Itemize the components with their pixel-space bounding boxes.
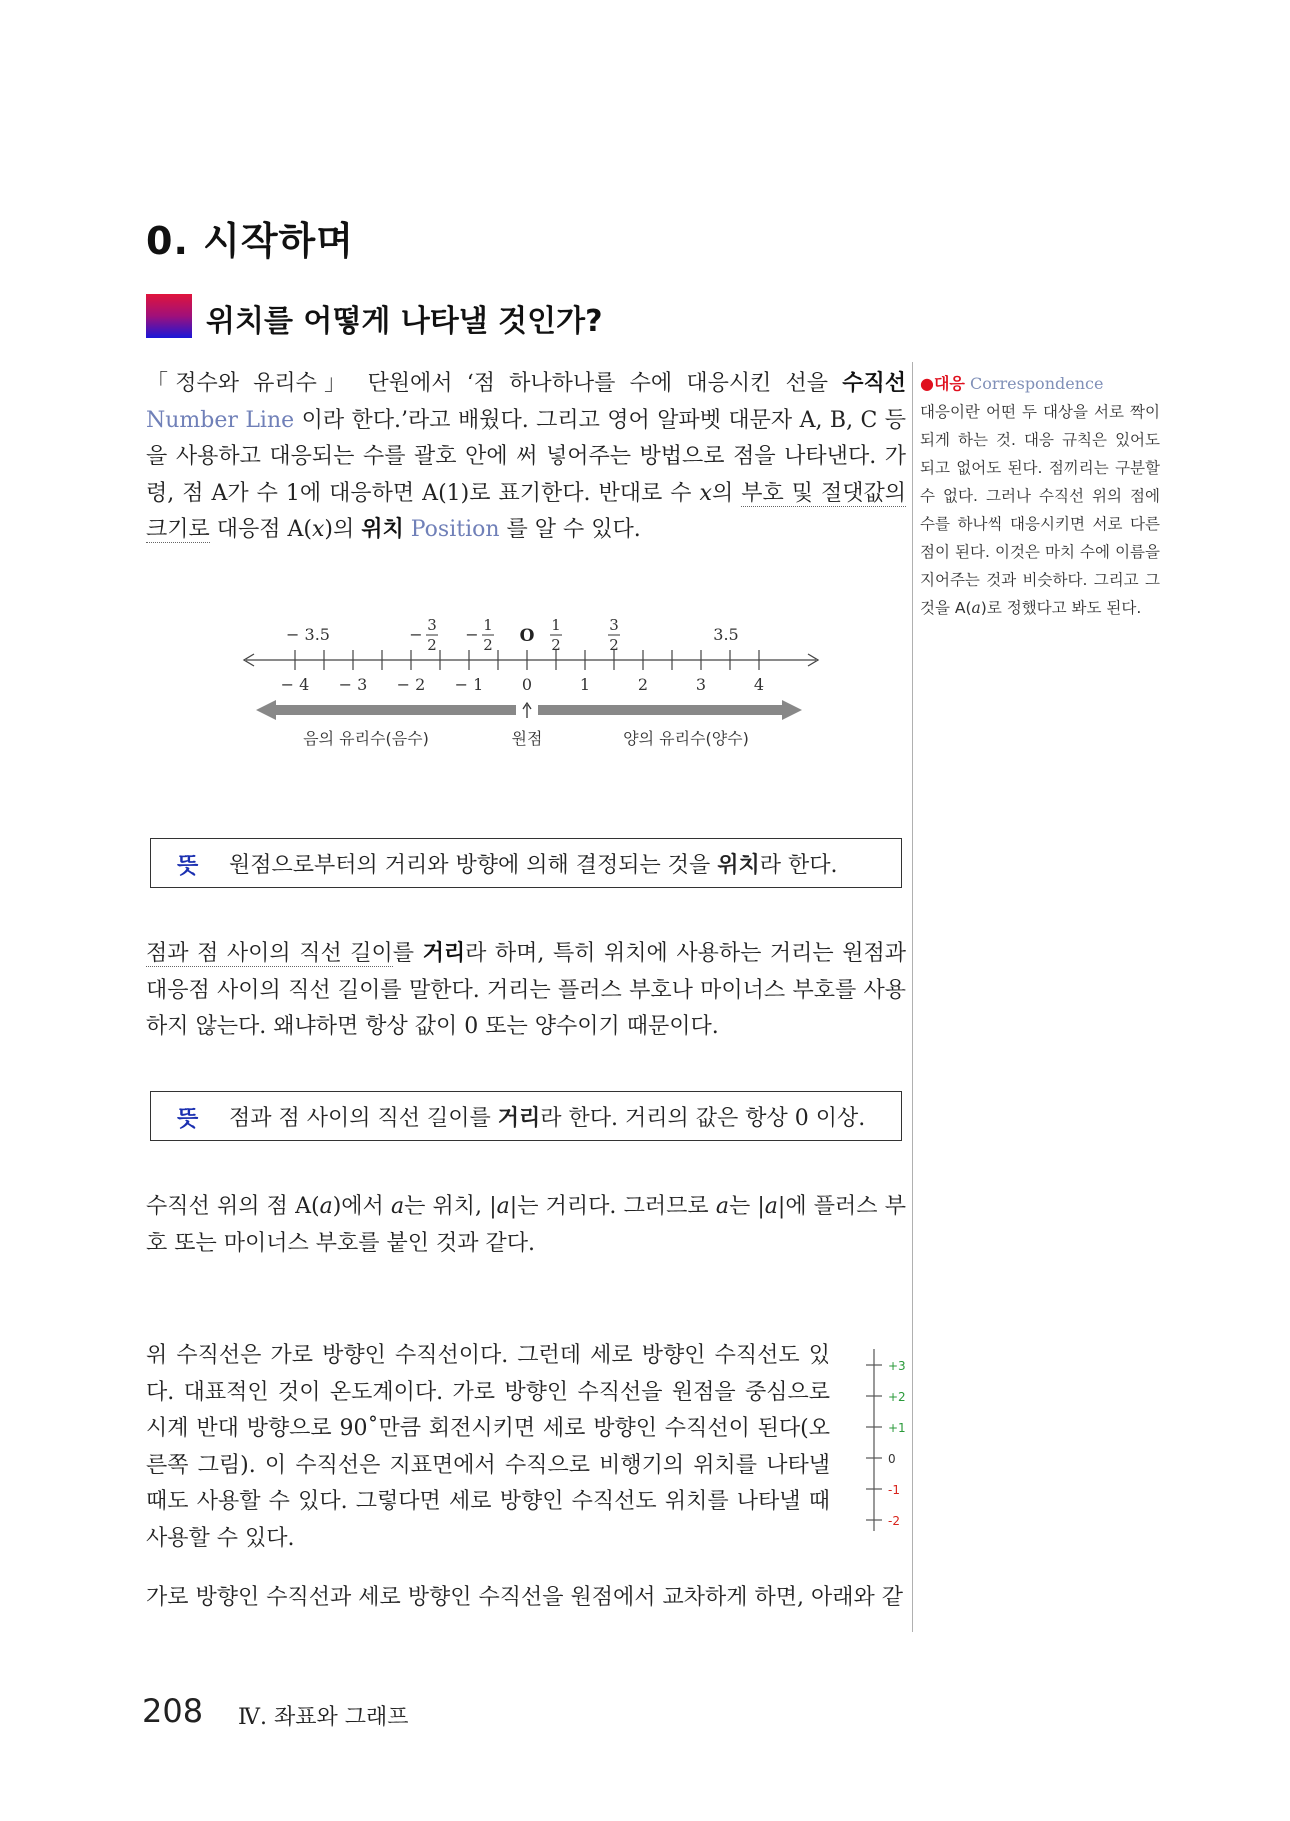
vertical-tick-label: +3 xyxy=(888,1359,906,1373)
vertical-tick-label: -2 xyxy=(888,1514,900,1528)
section-heading xyxy=(146,294,906,340)
abs-text-6: |에 플러스 부호 또는 마이너스 부호를 붙인 것과 같다. xyxy=(146,1194,906,1256)
tick-label: 4 xyxy=(753,675,765,694)
vertical-tick-label: 0 xyxy=(888,1452,896,1466)
negative-arrow xyxy=(256,700,516,720)
var-a: a xyxy=(496,1194,510,1219)
definition-keyword: 거리 xyxy=(497,1106,541,1131)
side-note-body xyxy=(920,398,1160,622)
number-line-figure xyxy=(236,592,836,752)
intro-text-1: 「정수와 유리수」 단원에서 ‘점 하나하나를 수에 대응시킨 선을 xyxy=(146,371,843,396)
fraction-num: 3 xyxy=(609,616,619,634)
fraction-sign: − xyxy=(465,625,479,644)
chapter-label: Ⅳ. 좌표와 그래프 xyxy=(238,1705,409,1730)
fraction-neg-3-2 xyxy=(409,616,438,654)
section-title: 위치를 어떻게 나타낼 것인가? xyxy=(206,304,603,339)
definition-text xyxy=(229,1101,865,1132)
side-note-text-end: )로 정했다고 봐도 된다. xyxy=(980,599,1142,617)
var-x: x xyxy=(311,517,325,542)
var-a: a xyxy=(390,1194,405,1219)
tick-label: − 2 xyxy=(396,675,426,694)
definition-keyword: 위치 xyxy=(717,853,760,878)
intro-text-5: )의 xyxy=(324,517,362,542)
fraction-den: 2 xyxy=(483,636,493,654)
section-marker xyxy=(146,294,192,338)
positive-numbers-label: 양의 유리수(양수) xyxy=(623,729,749,748)
distance-paragraph xyxy=(146,936,906,1046)
definition-box-distance xyxy=(150,1091,902,1141)
intro-text-6: 를 알 수 있다. xyxy=(499,517,641,542)
keyword-distance: 거리 xyxy=(422,941,466,966)
tick-labels xyxy=(281,675,764,694)
intro-text-2: 이라 한다.’라고 배웠다. 그리고 영어 알파벳 대문자 A, B, C 등을 사용하고 대응되는 수를 괄호 안에 써 넣어주는 방법으로 점을 나타낸다. 가령, 점 A가 수 1에 대응하면 A(1)로 표기한다. 반대로 수 xyxy=(146,407,906,506)
dotted-phrase: 점과 점 사이의 직선 길이 xyxy=(146,941,393,966)
definition-tag: 뜻 xyxy=(177,1107,199,1132)
absolute-value-paragraph xyxy=(146,1189,906,1262)
fraction-3-2 xyxy=(608,616,620,654)
definition-pre: 원점으로부터의 거리와 방향에 의해 결정되는 것을 xyxy=(229,853,718,878)
vertical-tick-label: +1 xyxy=(888,1421,906,1435)
intro-paragraph xyxy=(146,366,906,549)
origin-o-label: O xyxy=(519,626,535,646)
vertical-line-paragraph xyxy=(146,1338,830,1557)
var-a: a xyxy=(971,599,981,617)
var-x: x xyxy=(699,480,712,506)
intro-text-4: 대응점 A( xyxy=(209,517,312,542)
closing-line-text: 가로 방향인 수직선과 세로 방향인 수직선을 원점에서 교차하게 하면, 아래와 같 xyxy=(146,1585,903,1610)
side-note-keyword: ●대응 xyxy=(920,374,965,393)
keyword-position: 위치 xyxy=(361,517,404,542)
closing-line xyxy=(146,1580,906,1617)
keyword-number-line: 수직선 xyxy=(842,371,906,396)
var-a: a xyxy=(764,1194,778,1219)
definition-pre: 점과 점 사이의 직선 길이를 xyxy=(229,1106,498,1131)
abs-text-5: 는 | xyxy=(728,1194,765,1219)
fraction-num: 3 xyxy=(427,616,437,634)
fraction-den: 2 xyxy=(427,636,437,654)
definition-post: 라 한다. 거리의 값은 항상 0 이상. xyxy=(540,1106,866,1131)
label-neg-3-5: − 3.5 xyxy=(286,625,330,644)
definition-tag: 뜻 xyxy=(177,854,199,879)
tick-label: 3 xyxy=(695,675,707,694)
fraction-den: 2 xyxy=(551,636,561,654)
dotted-phrase: 부호 및 절댓값의 크기로 xyxy=(146,480,906,542)
vertical-number-line-figure xyxy=(860,1345,910,1535)
side-note xyxy=(920,370,1160,622)
var-a: a xyxy=(319,1194,333,1219)
tick-label: 0 xyxy=(521,675,533,694)
definition-post: 라 한다. xyxy=(759,853,838,878)
fraction-sign: − xyxy=(409,625,423,644)
vertical-line-text: 위 수직선은 가로 방향인 수직선이다. 그런데 세로 방향인 수직선도 있다. 대표적인 것이 온도계이다. 가로 방향인 수직선을 원점을 중심으로 시계 반대 방향으로 90˚만큼 회전시키면 세로 방향인 수직선이 된다(오른쪽 그림). 이 수직선은 지표면에서 수직으로 비행기의 위치를 나타낼 때도 사용할 수 있다. 그렇다면 세로 방향인 수직선도 위치를 나타낼 때 사용할 수 있다. xyxy=(146,1343,830,1551)
chapter-title: 0. 시작하며 xyxy=(146,219,354,263)
fraction-neg-1-2 xyxy=(465,616,494,654)
english-number-line: Number Line xyxy=(146,407,295,433)
page-number: 208 xyxy=(142,1692,204,1730)
fraction-den: 2 xyxy=(609,636,619,654)
vertical-ticks xyxy=(866,1359,906,1528)
tick-label: 2 xyxy=(637,675,649,694)
side-note-title xyxy=(920,370,1160,398)
distance-text-2: 라 하며, 특히 위치에 사용하는 거리는 원점과 대응점 사이의 직선 길이를 말한다. 거리는 플러스 부호나 마이너스 부호를 사용하지 않는다. 왜냐하면 항상 값이 0 또는 양수이기 때문이다. xyxy=(146,941,906,1039)
negative-numbers-label: 음의 유리수(음수) xyxy=(303,729,429,748)
var-a: a xyxy=(715,1194,729,1219)
distance-text-1: 를 xyxy=(392,941,423,966)
side-note-text: 대응이란 어떤 두 대상을 서로 짝이 되게 하는 것. 대응 규칙은 있어도 되고 없어도 된다. 점끼리는 구분할 수 없다. 그러나 수직선 위의 점에 수를 하나씩 대응시키면 서로 다른 점이 된다. 이것은 마치 수에 이름을 지어주는 것과 비슷하다. 그리고 그것을 A( xyxy=(920,403,1160,617)
abs-text-1: 수직선 위의 점 A( xyxy=(146,1194,320,1219)
label-3-5: 3.5 xyxy=(713,625,739,644)
intro-text-3: 의 xyxy=(711,480,742,506)
tick-label: 1 xyxy=(579,675,591,694)
fraction-num: 1 xyxy=(551,616,561,634)
vertical-tick-label: +2 xyxy=(888,1390,906,1404)
fraction-1-2 xyxy=(550,616,562,654)
fraction-num: 1 xyxy=(483,616,493,634)
tick-label: − 4 xyxy=(280,675,310,694)
vertical-tick-label: -1 xyxy=(888,1483,900,1497)
margin-divider xyxy=(912,362,913,1632)
abs-text-3: 는 위치, | xyxy=(404,1194,497,1219)
tick-label: − 3 xyxy=(338,675,368,694)
definition-text xyxy=(229,848,838,879)
english-position: Position xyxy=(403,517,500,542)
positive-arrow xyxy=(538,700,802,720)
abs-text-2: )에서 xyxy=(332,1194,391,1219)
abs-text-4: |는 거리다. 그러므로 xyxy=(509,1194,716,1219)
side-note-english: Correspondence xyxy=(964,374,1104,393)
tick-label: − 1 xyxy=(454,675,484,694)
origin-label: 원점 xyxy=(511,729,543,748)
definition-box-position xyxy=(150,838,902,888)
